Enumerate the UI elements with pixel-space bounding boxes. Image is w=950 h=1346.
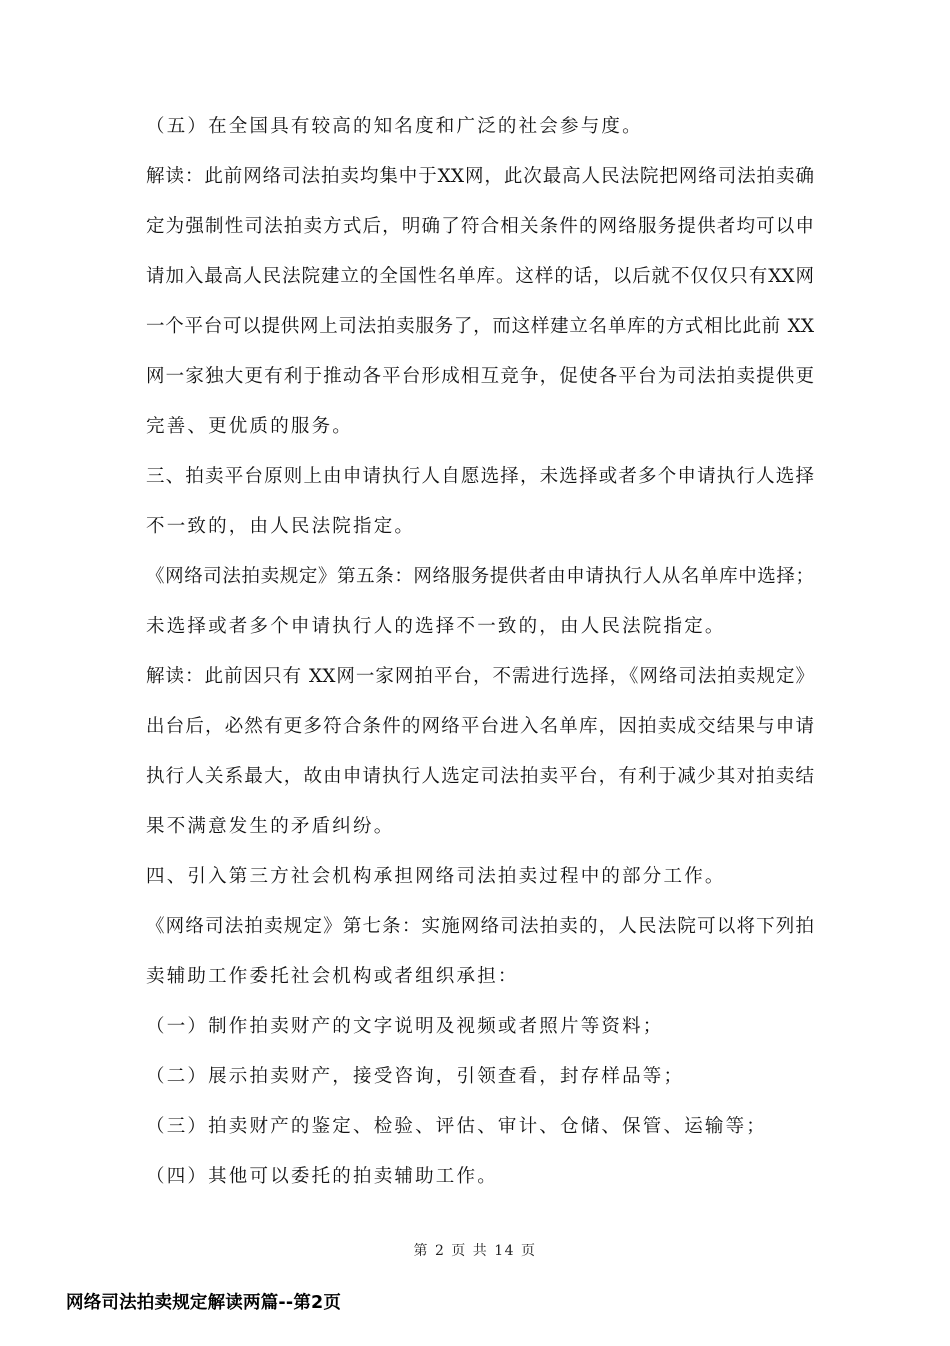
footer-doc-title: 网络司法拍卖规定解读两篇--第2页 [66,1293,342,1313]
text-line: 未选择或者多个申请执行人的选择不一致的，由人民法院指定。 [146,616,726,637]
text-line: （一）制作拍卖财产的文字说明及视频或者照片等资料； [146,1016,664,1037]
text-line: （四）其他可以委托的拍卖辅助工作。 [146,1166,498,1187]
text-line: 《网络司法拍卖规定》第五条：网络服务提供者由申请执行人从名单库中选择； [146,566,814,587]
text-line: 三、拍卖平台原则上由申请执行人自愿选择，未选择或者多个申请执行人选择 [146,466,814,487]
text-line: （五）在全国具有较高的知名度和广泛的社会参与度。 [146,116,643,137]
text-line: 完善、更优质的服务。 [146,416,354,437]
text-line: （三）拍卖财产的鉴定、检验、评估、审计、仓储、保管、运输等； [146,1116,768,1137]
body-text [146,106,814,1206]
text-line: 《网络司法拍卖规定》第七条：实施网络司法拍卖的，人民法院可以将下列拍 [146,916,814,937]
page-number: 第 2 页 共 14 页 [413,1243,537,1259]
text-line: 四、引入第三方社会机构承担网络司法拍卖过程中的部分工作。 [146,866,726,887]
text-line: 不一致的，由人民法院指定。 [146,516,416,537]
text-line: 出台后，必然有更多符合条件的网络平台进入名单库，因拍卖成交结果与申请 [146,716,814,737]
text-line: 定为强制性司法拍卖方式后，明确了符合相关条件的网络服务提供者均可以申 [146,216,814,237]
text-line: 网一家独大更有利于推动各平台形成相互竞争，促使各平台为司法拍卖提供更 [146,366,814,387]
text-line: 一个平台可以提供网上司法拍卖服务了，而这样建立名单库的方式相比此前 XX [146,316,814,337]
text-line: 果不满意发生的矛盾纠纷。 [146,816,395,837]
text-line: 解读：此前因只有 XX网一家网拍平台，不需进行选择，《网络司法拍卖规定》 [146,666,814,687]
text-line: 解读：此前网络司法拍卖均集中于XX网，此次最高人民法院把网络司法拍卖确 [146,166,814,187]
text-line: 卖辅助工作委托社会机构或者组织承担： [146,966,519,987]
text-line: （二）展示拍卖财产，接受咨询，引领查看，封存样品等； [146,1066,685,1087]
text-line: 执行人关系最大，故由申请执行人选定司法拍卖平台，有利于减少其对拍卖结 [146,766,814,787]
text-line: 请加入最高人民法院建立的全国性名单库。这样的话，以后就不仅仅只有XX网 [146,266,814,287]
